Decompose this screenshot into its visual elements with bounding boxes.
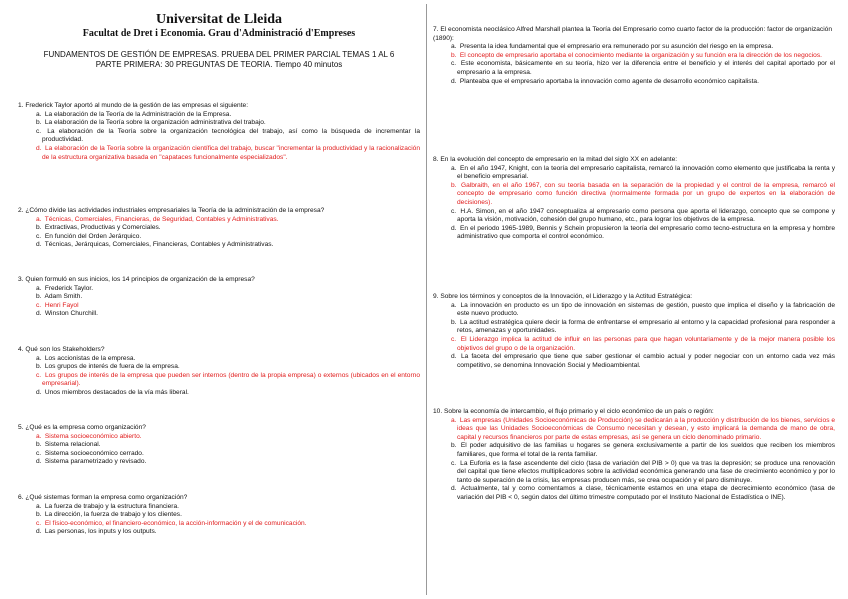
option-text: La faceta del empresario que tiene que saber gestionar el cambio actual y poder negociar con un entorno cada vez más competitivo, se denomina Innovación Social y Medioambiental. bbox=[457, 353, 835, 369]
question-3 bbox=[18, 276, 420, 319]
option-letter: b. bbox=[36, 119, 42, 127]
answer-option-correct bbox=[36, 302, 420, 311]
option-letter: c. bbox=[36, 449, 42, 457]
answer-option bbox=[451, 60, 835, 77]
question-stem: 5. ¿Qué es la empresa como organización? bbox=[18, 424, 146, 431]
option-letter: b. bbox=[36, 293, 42, 301]
answer-option bbox=[451, 302, 835, 319]
option-letter: a. bbox=[36, 284, 42, 292]
option-letter: a. bbox=[36, 110, 42, 118]
option-text: Adam Smith. bbox=[43, 293, 83, 301]
answer-option-correct bbox=[36, 216, 420, 225]
answer-option bbox=[451, 225, 835, 242]
answer-option bbox=[451, 460, 835, 486]
question-stem: 8. En la evolución del concepto de empresario en la mitad del siglo XX en adelante: bbox=[433, 156, 678, 163]
option-letter: a. bbox=[36, 432, 42, 440]
option-text: La fuerza de trabajo y la estructura financiera. bbox=[43, 502, 179, 510]
exam-title-line-2: PARTE PRIMERA: 30 PREGUNTAS DE TEORIA. Tiempo 40 minutos bbox=[95, 60, 343, 69]
answer-option-correct bbox=[36, 145, 420, 162]
right-column bbox=[433, 0, 835, 599]
answer-option bbox=[36, 119, 420, 128]
answer-option bbox=[451, 442, 835, 459]
option-text: La elaboración de la Teoría sobre la organización científica del trabajo, buscar "incrementar la productividad y la racionalización de la estructura organizativa basada en "capataces funcionalmente especializados". bbox=[42, 144, 420, 161]
exam-title bbox=[18, 50, 420, 70]
answer-option bbox=[36, 389, 420, 398]
question-2 bbox=[18, 207, 420, 250]
option-letter: c. bbox=[36, 301, 42, 309]
option-text: Las personas, los inputs y los outputs. bbox=[43, 528, 157, 536]
answer-option-correct bbox=[36, 372, 420, 389]
option-letter: c. bbox=[36, 127, 42, 135]
option-letter: d. bbox=[36, 388, 42, 396]
option-letter: d. bbox=[36, 310, 42, 318]
option-letter: c. bbox=[36, 371, 42, 379]
answer-option bbox=[451, 43, 835, 52]
question-4 bbox=[18, 346, 420, 398]
option-letter: d. bbox=[451, 353, 457, 361]
answer-option bbox=[451, 319, 835, 336]
option-letter: b. bbox=[36, 224, 42, 232]
option-letter: c. bbox=[36, 232, 42, 240]
option-text: Las empresas (Unidades Socioeconómicas de Producción) se dedicarán a la producción y distribución de los bienes, servicios e ideas que las Unidades Socioeconómicas de Consumo necesitan y desean, y esto implicará la demanda de mano de obra, capital y recursos financieros por parte de estas empresas, así se genera un ciclo denominado primario. bbox=[457, 416, 835, 441]
option-text: Galbraith, en el año 1967, con su teoría basada en la separación de la propiedad y el control de la empresa, remarcó el concepto de empresario como función directiva (normalmente formada por un grupo de expertos en la elaboración de decisiones). bbox=[457, 181, 835, 206]
option-letter: a. bbox=[451, 416, 457, 424]
answer-option bbox=[451, 208, 835, 225]
option-text: Planteaba que el empresario aportaba la innovación como agente de desarrollo económico capitalista. bbox=[458, 77, 759, 85]
option-letter: a. bbox=[36, 354, 42, 362]
left-column bbox=[18, 0, 420, 599]
option-text: Técnicas, Comerciales, Financieras, de Seguridad, Contables y Administrativas. bbox=[43, 215, 279, 223]
answer-option-correct bbox=[451, 417, 835, 443]
option-letter: d. bbox=[36, 528, 42, 536]
question-5 bbox=[18, 424, 420, 467]
answer-option bbox=[36, 285, 420, 294]
option-text: En el año 1947, Knight, con la teoría del empresario capitalista, remarcó la innovación como elemento que justificaba la renta y el beneficio empresarial. bbox=[457, 164, 835, 181]
option-text: La innovación en producto es un tipo de innovación en sistemas de gestión, puesto que implica el diseño y la fabricación de este nuevo producto. bbox=[457, 301, 835, 318]
option-text: Sistema socioeconómico abierto. bbox=[43, 432, 142, 440]
answer-option bbox=[451, 353, 835, 370]
question-stem: 3. Quien formuló en sus inicios, los 14 principios de organización de la empresa? bbox=[18, 276, 255, 283]
option-letter: d. bbox=[451, 485, 457, 493]
answer-option-correct bbox=[36, 433, 420, 442]
option-text: El Liderazgo implica la actitud de influir en las personas para que hagan voluntariamente y de la mejor manera posible los objetivos del grupo o de la organización. bbox=[457, 335, 835, 352]
answer-option bbox=[36, 450, 420, 459]
question-7 bbox=[433, 26, 835, 86]
option-letter: c. bbox=[451, 335, 457, 343]
answer-option bbox=[36, 128, 420, 145]
option-text: Los grupos de interés de fuera de la empresa. bbox=[43, 363, 180, 371]
option-text: Unos miembros destacados de la vía más liberal. bbox=[43, 388, 189, 396]
option-letter: b. bbox=[36, 363, 42, 371]
answer-option bbox=[36, 441, 420, 450]
answer-option bbox=[451, 485, 835, 502]
answer-option bbox=[36, 528, 420, 537]
option-letter: c. bbox=[451, 207, 457, 215]
option-letter: b. bbox=[451, 51, 457, 59]
option-text: La dirección, la fuerza de trabajo y los clientes. bbox=[43, 511, 182, 519]
question-9 bbox=[433, 293, 835, 370]
option-text: Sistema relacional. bbox=[43, 441, 101, 449]
option-text: La elaboración de la Teoría de la Administración de la Empresa. bbox=[43, 110, 232, 118]
answer-option bbox=[36, 293, 420, 302]
option-text: Técnicas, Jerárquicas, Comerciales, Financieras, Contables y Administrativas. bbox=[43, 241, 274, 249]
question-stem: 7. El economista neoclásico Alfred Marshall plantea la Teoría del Empresario como cuarto factor de la producción: factor de organización (1890): bbox=[433, 26, 833, 42]
question-10 bbox=[433, 408, 835, 503]
answer-option bbox=[451, 165, 835, 182]
answer-option bbox=[36, 111, 420, 120]
answer-option-correct bbox=[451, 336, 835, 353]
option-text: Sistema parametrizado y revisado. bbox=[43, 458, 147, 466]
option-text: La elaboración de la Teoría sobre la organización administrativa del trabajo. bbox=[43, 119, 266, 127]
option-letter: a. bbox=[451, 164, 457, 172]
option-letter: a. bbox=[36, 215, 42, 223]
answer-option bbox=[36, 224, 420, 233]
question-stem: 2. ¿Cómo divide las actividades industriales empresariales la Teoría de la administración de la empresa? bbox=[18, 207, 325, 214]
option-letter: a. bbox=[36, 502, 42, 510]
option-text: La Euforia es la fase ascendente del ciclo (tasa de variación del PIB > 0) que va tras la depresión; se produce una renovación del capital que tiene efectos multiplicadores sobre la actividad económica generando una fase de crecimiento económico y por lo tanto de superación de la crisis, las empresas producen más, se crea ocupación y el paro disminuye. bbox=[457, 459, 835, 484]
document-header bbox=[18, 12, 420, 70]
option-text: Extractivas, Productivas y Comerciales. bbox=[43, 224, 161, 232]
answer-option bbox=[36, 241, 420, 250]
option-letter: b. bbox=[451, 318, 457, 326]
option-text: Los grupos de interés de la empresa que pueden ser internos (dentro de la propia empresa) o externos (ubicados en el entorno empresarial). bbox=[42, 371, 420, 388]
question-stem: 9. Sobre los términos y conceptos de la Innovación, el Liderazgo y la Actitud Estratégica: bbox=[433, 293, 693, 300]
option-text: La elaboración de la Teoría sobre la organización tecnológica del trabajo, así como la búsqueda de incrementar la productividad. bbox=[42, 127, 420, 144]
answer-option bbox=[36, 310, 420, 319]
option-text: Este economista, básicamente en su teoría, hizo ver la diferencia entre el beneficio y el interés del capital aportado por el empresario a la empresa. bbox=[457, 60, 835, 76]
option-text: Sistema socioeconómico cerrado. bbox=[43, 449, 144, 457]
faculty-title: Facultat de Dret i Economia. Grau d'Administració d'Empreses bbox=[82, 28, 356, 39]
question-stem: 1. Frederick Taylor aportó al mundo de la gestión de las empresas el siguiente: bbox=[18, 102, 249, 109]
option-letter: c. bbox=[36, 519, 42, 527]
answer-option-correct bbox=[451, 182, 835, 208]
question-6 bbox=[18, 494, 420, 537]
question-stem: 6. ¿Qué sistemas forman la empresa como organización? bbox=[18, 494, 188, 501]
answer-option bbox=[36, 363, 420, 372]
option-letter: c. bbox=[451, 60, 457, 68]
exam-title-line-1: FUNDAMENTOS DE GESTIÓN DE EMPRESAS. PRUEBA DEL PRIMER PARCIAL TEMAS 1 AL 6 bbox=[43, 50, 395, 59]
question-1 bbox=[18, 102, 420, 162]
question-stem: 4. Qué son los Stakeholders? bbox=[18, 346, 105, 353]
option-letter: b. bbox=[451, 442, 457, 450]
option-text: Henri Fayol bbox=[43, 301, 79, 309]
answer-option bbox=[36, 233, 420, 242]
option-text: En el periodo 1965-1989, Bennis y Schein propusieron la teoría del empresario como tecno-estructura en la empresa y hombre administrativo que comporta el control económico. bbox=[457, 224, 835, 241]
answer-option bbox=[36, 458, 420, 467]
option-letter: a. bbox=[451, 43, 457, 51]
answer-option bbox=[36, 355, 420, 364]
option-letter: d. bbox=[451, 224, 457, 232]
option-text: El poder adquisitivo de las familias u hogares se genera exclusivamente a partir de los sueldos que reciben los miembros familiares, que forma el total de la renta familiar. bbox=[457, 442, 835, 458]
option-text: H.A. Simon, en el año 1947 conceptualiza al empresario como persona que aporta el liderazgo, concepto que se compone y aporta la visión, motivación, cohesión del grupo humano, etc., para lograr los objetivos de la empresa. bbox=[457, 207, 835, 224]
option-text: Actualmente, tal y como comentamos a clase, técnicamente estamos en una etapa de decrecimiento económico (tasa de variación del PIB < 0, según datos del último trimestre computado por el Instituto Nacional de Estadística o INE). bbox=[457, 485, 835, 501]
option-letter: d. bbox=[36, 458, 42, 466]
answer-option-correct bbox=[451, 52, 835, 61]
option-letter: d. bbox=[36, 241, 42, 249]
answer-option bbox=[36, 511, 420, 520]
option-text: El concepto de empresario aportaba el conocimiento mediante la organización y su función era la dirección de los negocios. bbox=[458, 51, 822, 59]
option-letter: c. bbox=[451, 459, 457, 467]
option-text: Frederick Taylor. bbox=[43, 284, 94, 292]
option-text: Los accionistas de la empresa. bbox=[43, 354, 136, 362]
column-divider bbox=[426, 4, 427, 595]
option-text: Winston Churchill. bbox=[43, 310, 98, 318]
university-title: Universitat de Lleida bbox=[156, 12, 282, 27]
question-8 bbox=[433, 156, 835, 242]
option-letter: a. bbox=[451, 301, 457, 309]
option-text: El físico-económico, el financiero-económico, la acción-información y el de comunicación. bbox=[43, 519, 307, 527]
option-text: La actitud estratégica quiere decir la forma de enfrentarse el empresario al entorno y la capacidad profesional para responder a retos, amenazas y oportunidades. bbox=[457, 318, 835, 335]
answer-option-correct bbox=[36, 520, 420, 529]
option-letter: b. bbox=[36, 511, 42, 519]
option-letter: b. bbox=[36, 441, 42, 449]
option-text: Presenta la idea fundamental que el empresario era remunerado por su asunción del riesgo en la empresa. bbox=[458, 43, 774, 51]
option-letter: d. bbox=[36, 144, 42, 152]
option-text: En función del Orden Jerárquico. bbox=[43, 232, 142, 240]
option-letter: d. bbox=[451, 77, 457, 85]
answer-option bbox=[451, 78, 835, 87]
answer-option bbox=[36, 503, 420, 512]
option-letter: b. bbox=[451, 181, 457, 189]
question-stem: 10. Sobre la economía de intercambio, el flujo primario y el ciclo económico de un país o región: bbox=[433, 408, 714, 415]
